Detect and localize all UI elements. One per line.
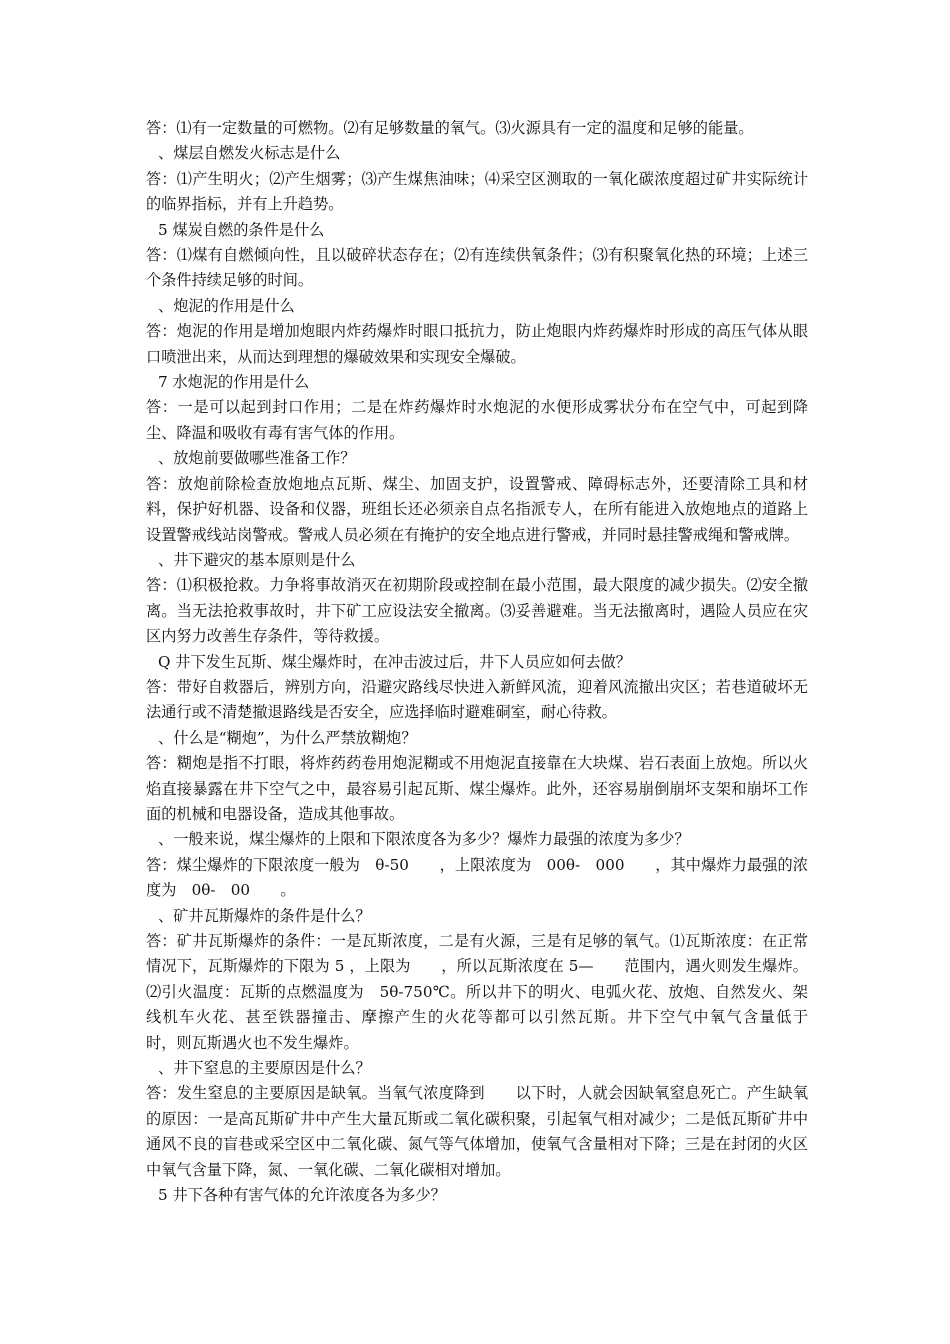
question-heading: 、井下避灾的基本原则是什么 xyxy=(158,550,356,569)
document-page xyxy=(146,116,839,1208)
question-heading: 5 井下各种有害气体的允许浓度各为多少？ xyxy=(158,1186,446,1205)
question-heading: 7 水炮泥的作用是什么 xyxy=(158,373,310,392)
question-heading: 、什么是“糊炮”，为什么严禁放糊炮？ xyxy=(158,728,417,747)
answer-paragraph: 答：⑴产生明火；⑵产生烟雾；⑶产生煤焦油味；⑷采空区测取的一氧化碳浓度超过矿井实际统计的临界指标，并有上升趋势。 xyxy=(146,169,808,214)
answer-paragraph: 答：带好自救器后，辨别方向，沿避灾路线尽快进入新鲜风流，迎着风流撤出灾区；若巷道破坏无法通行或不清楚撤退路线是否安全，应选择临时避难硐室，耐心待救。 xyxy=(146,677,808,722)
question-heading: Q 井下发生瓦斯、煤尘爆炸时，在冲击波过后，井下人员应如何去做？ xyxy=(158,652,631,671)
question-heading: 5 煤炭自燃的条件是什么 xyxy=(158,220,325,239)
answer-paragraph: 答：⑴有一定数量的可燃物。⑵有足够数量的氧气。⑶火源具有一定的温度和足够的能量。 xyxy=(146,119,754,137)
question-heading: 、一般来说，煤尘爆炸的上限和下限浓度各为多少？爆炸力最强的浓度为多少？ xyxy=(158,830,690,849)
answer-paragraph: 答：⑴积极抢救。力争将事故消灭在初期阶段或控制在最小范围，最大限度的减少损失。⑵安全撤离。当无法抢救事故时，井下矿工应设法安全撤离。⑶妥善避难。当无法撤离时，遇险人员应在灾区内努力改善生存条件，等待救援。 xyxy=(146,576,808,646)
answer-paragraph: 答：矿井瓦斯爆炸的条件：一是瓦斯浓度，二是有火源，三是有足够的氧气。⑴瓦斯浓度：在正常情况下，瓦斯爆炸的下限为 5 ，上限为 ，所以瓦斯浓度在 5— 范围内，遇火则发生爆炸。⑵引火温度：瓦斯的点燃温度为 5θ-750℃。所以井下的明火、电弧火花、放炮、自然发火、架线机车火花、甚至铁器撞击、摩擦产生的火花等都可以引然瓦斯。井下空气中氧气含量低于 时，则瓦斯遇火也不发生爆炸。 xyxy=(146,932,839,1052)
answer-paragraph: 答：放炮前除检查放炮地点瓦斯、煤尘、加固支护，设置警戒、障碍标志外，还要清除工具和材料，保护好机器、设备和仪器，班组长还必须亲自点名指派专人，在所有能进入放炮地点的道路上设置警戒线站岗警戒。警戒人员必须在有掩护的安全地点进行警戒，并同时悬挂警戒绳和警戒牌。 xyxy=(146,474,808,544)
question-heading: 、炮泥的作用是什么 xyxy=(158,296,295,315)
answer-paragraph: 答：发生窒息的主要原因是缺氧。当氧气浓度降到 以下时，人就会因缺氧窒息死亡。产生缺氧的原因：一是高瓦斯矿井中产生大量瓦斯或二氧化碳积聚，引起氧气相对减少；二是低瓦斯矿井中通风不良的盲巷或采空区中二氧化碳、氮气等气体增加，使氧气含量相对下降；三是在封闭的火区中氧气含量下降，氮、一氧化碳、二氧化碳相对增加。 xyxy=(146,1084,808,1179)
question-heading: 、井下窒息的主要原因是什么？ xyxy=(158,1059,371,1078)
answer-paragraph: 答：煤尘爆炸的下限浓度一般为 θ-50 ，上限浓度为 00θ- 000 ，其中爆炸力最强的浓度为 0θ- 00 。 xyxy=(146,855,808,900)
question-heading: 、煤层自燃发火标志是什么 xyxy=(158,144,341,163)
question-heading: 、放炮前要做哪些准备工作？ xyxy=(158,449,356,468)
answer-paragraph: 答：一是可以起到封口作用；二是在炸药爆炸时水炮泥的水便形成雾状分布在空气中，可起到降尘、降温和吸收有毒有害气体的作用。 xyxy=(146,398,808,442)
answer-paragraph: 答：⑴煤有自燃倾向性，且以破碎状态存在；⑵有连续供氧条件；⑶有积聚氧化热的环境；上述三个条件持续足够的时间。 xyxy=(146,246,808,290)
question-heading: 、矿井瓦斯爆炸的条件是什么？ xyxy=(158,906,371,925)
answer-paragraph: 答：糊炮是指不打眼，将炸药药卷用炮泥糊或不用炮泥直接靠在大块煤、岩石表面上放炮。所以火焰直接暴露在井下空气之中，最容易引起瓦斯、煤尘爆炸。此外，还容易崩倒崩坏支架和崩坏工作面的机械和电器设备，造成其他事故。 xyxy=(146,754,808,823)
answer-paragraph: 答：炮泥的作用是增加炮眼内炸药爆炸时眼口抵抗力，防止炮眼内炸药爆炸时形成的高压气体从眼口喷泄出来，从而达到理想的爆破效果和实现安全爆破。 xyxy=(146,322,808,366)
